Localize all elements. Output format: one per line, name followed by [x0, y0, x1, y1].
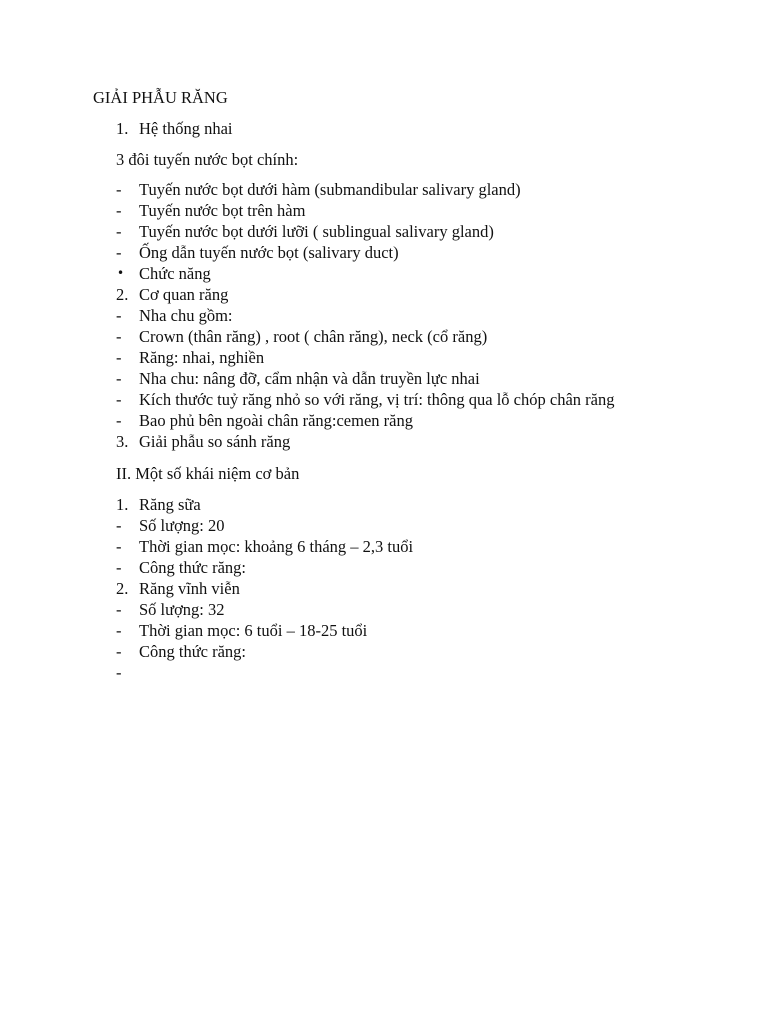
list-item-text: Kích thước tuỷ răng nhỏ so với răng, vị trí: thông qua lỗ chóp chân răng	[139, 390, 615, 409]
list-marker: -	[116, 663, 122, 682]
list-marker: -	[116, 600, 122, 619]
list-item-text: Tuyến nước bọt dưới lưỡi ( sublingual salivary gland)	[139, 222, 494, 241]
list-marker: -	[116, 243, 122, 262]
document-title: GIẢI PHẪU RĂNG	[93, 88, 228, 107]
list-marker: -	[116, 621, 122, 640]
list-marker: -	[116, 369, 122, 388]
list-item-text: Chức năng	[139, 264, 211, 283]
list-marker: 3.	[116, 432, 129, 451]
list-item-text: Crown (thân răng) , root ( chân răng), neck (cổ răng)	[139, 327, 488, 346]
list-marker: -	[116, 411, 122, 430]
list-item-text: Răng: nhai, nghiền	[139, 348, 265, 367]
list-marker: -	[116, 327, 122, 346]
list-item-text: Tuyến nước bọt dưới hàm (submandibular salivary gland)	[139, 180, 521, 199]
list-marker: -	[116, 306, 122, 325]
list-marker: -	[116, 516, 122, 535]
list-item-text: Nha chu gồm:	[139, 306, 233, 325]
list-marker: 2.	[116, 285, 129, 304]
list-marker: •	[117, 266, 125, 280]
list-marker: -	[116, 537, 122, 556]
list-item-text: Thời gian mọc: khoảng 6 tháng – 2,3 tuổi	[139, 537, 414, 556]
list-item-text: Răng vĩnh viễn	[139, 579, 240, 598]
list-marker: -	[116, 222, 122, 241]
list-item-text: Công thức răng:	[139, 558, 247, 577]
list-item-text: Công thức răng:	[139, 642, 247, 661]
section-2-heading: II. Một số khái niệm cơ bản	[116, 464, 300, 483]
list-marker: -	[116, 390, 122, 409]
list-marker: -	[116, 558, 122, 577]
list-item-text: Bao phủ bên ngoài chân răng:cemen răng	[139, 411, 413, 430]
list-item-text: Số lượng: 20	[139, 516, 225, 535]
list-marker: -	[116, 201, 122, 220]
list-marker: 1.	[116, 495, 129, 514]
list-marker: -	[116, 180, 122, 199]
list-item-text: Ống dẫn tuyến nước bọt (salivary duct)	[139, 243, 399, 262]
list-marker: -	[116, 642, 122, 661]
list-item-text: Răng sữa	[139, 495, 201, 514]
salivary-intro: 3 đôi tuyến nước bọt chính:	[116, 150, 299, 169]
list-item-text: Cơ quan răng	[139, 285, 229, 304]
list-item-text: Số lượng: 32	[139, 600, 225, 619]
list-item-text: Hệ thống nhai	[139, 119, 233, 138]
list-item-text: Giải phẫu so sánh răng	[139, 432, 291, 451]
list-item-text: Nha chu: nâng đỡ, cẩm nhận và dẫn truyền lực nhai	[139, 369, 480, 388]
list-item-text: Tuyến nước bọt trên hàm	[139, 201, 306, 220]
list-marker: 2.	[116, 579, 129, 598]
list-marker: -	[116, 348, 122, 367]
list-item-text: Thời gian mọc: 6 tuổi – 18-25 tuổi	[139, 621, 368, 640]
list-marker: 1.	[116, 119, 129, 138]
